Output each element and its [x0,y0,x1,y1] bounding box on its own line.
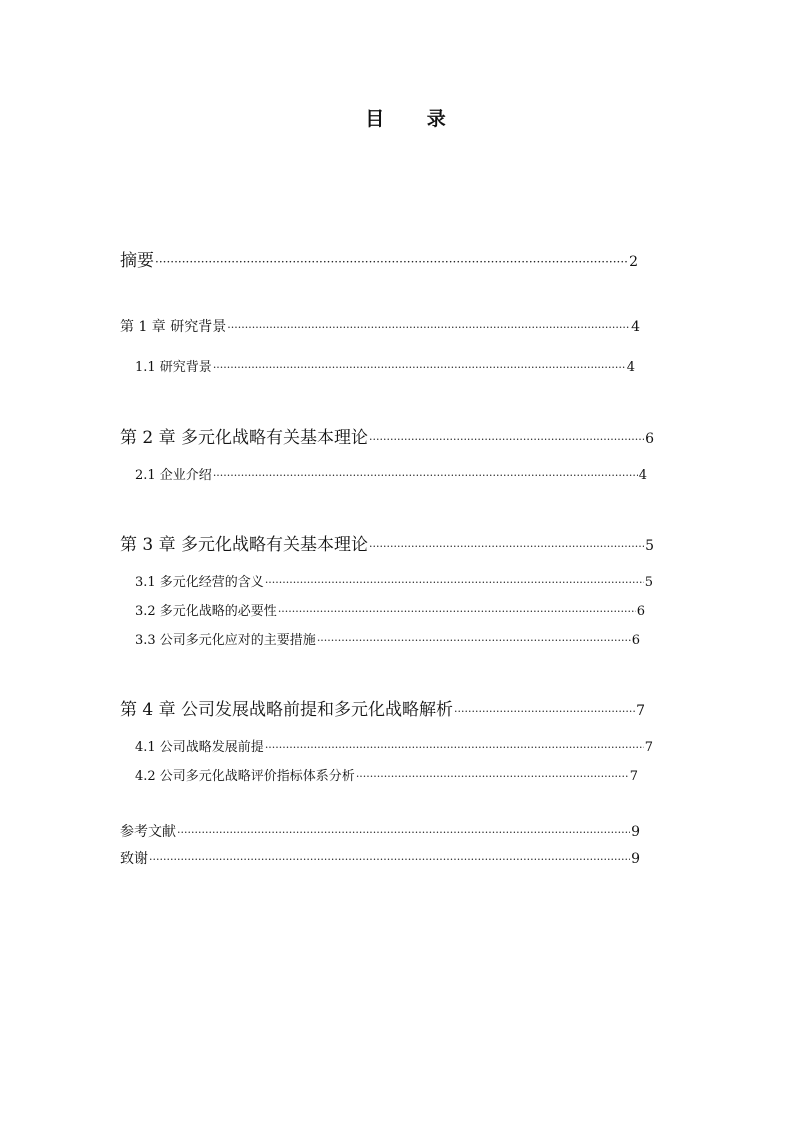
toc-entry-label: 第 4 章 公司发展战略前提和多元化战略解析 [120,700,454,720]
toc-entry-page: 4 [638,468,647,483]
dot-leader [356,770,629,783]
toc-entry-label: 2.1 企业介绍 [135,468,212,483]
dot-leader [265,741,644,754]
toc-entry-section-2-1[interactable] [135,464,647,483]
toc-entry-page: 4 [626,360,635,375]
toc-entry-section-3-1[interactable] [135,571,653,590]
dot-leader [155,255,628,269]
toc-entry-page: 5 [645,538,654,554]
toc-entry-page: 6 [645,431,654,447]
dot-leader [317,634,631,647]
dot-leader [454,705,635,718]
toc-entry-section-3-3[interactable] [135,629,640,648]
toc-entry-page: 9 [631,851,640,867]
dot-leader [177,826,630,839]
toc-entry-page: 6 [636,604,645,619]
toc-entry-page: 7 [629,769,638,784]
toc-entry-label: 第 2 章 多元化战略有关基本理论 [120,428,369,448]
toc-entry-chapter-4[interactable] [120,695,645,720]
toc-entry-label: 参考文献 [120,824,176,840]
toc-entry-page: 6 [631,633,640,648]
toc-entry-label: 摘要 [120,251,154,271]
toc-entry-references[interactable] [120,821,640,841]
toc-entry-section-4-2[interactable] [135,765,638,784]
toc-entry-label: 3.1 多元化经营的含义 [135,575,264,590]
dot-leader [213,469,638,482]
toc-entry-section-1-1[interactable] [135,356,635,375]
toc-title: 目 录 [365,108,464,130]
dot-leader [278,605,636,618]
toc-entry-chapter-2[interactable] [120,423,654,448]
toc-entry-label: 第 1 章 研究背景 [120,319,227,335]
toc-entry-label: 4.2 公司多元化战略评价指标体系分析 [135,769,355,784]
toc-entry-section-3-2[interactable] [135,600,645,619]
dot-leader [369,433,644,446]
toc-entry-page: 7 [636,703,645,719]
dot-leader [265,576,644,589]
toc-entry-label: 4.1 公司战略发展前提 [135,740,264,755]
dot-leader [369,540,644,553]
toc-entry-page: 2 [629,254,638,270]
toc-entry-abstract[interactable] [120,246,638,271]
toc-entry-label: 3.3 公司多元化应对的主要措施 [135,633,316,648]
toc-entry-page: 7 [644,740,653,755]
toc-entry-label: 第 3 章 多元化战略有关基本理论 [120,535,369,555]
toc-entry-label: 致谢 [120,851,148,867]
toc-entry-chapter-3[interactable] [120,530,654,555]
toc-entry-label: 3.2 多元化战略的必要性 [135,604,277,619]
toc-entry-page: 4 [631,319,640,335]
toc-entry-page: 9 [631,824,640,840]
dot-leader [149,853,630,866]
toc-entry-label: 1.1 研究背景 [135,360,212,375]
dot-leader [213,361,626,374]
dot-leader [227,321,630,334]
toc-entry-section-4-1[interactable] [135,736,653,755]
toc-entry-page: 5 [644,575,653,590]
toc-entry-chapter-1[interactable] [120,316,640,336]
toc-entry-acknowledgements[interactable] [120,848,640,868]
